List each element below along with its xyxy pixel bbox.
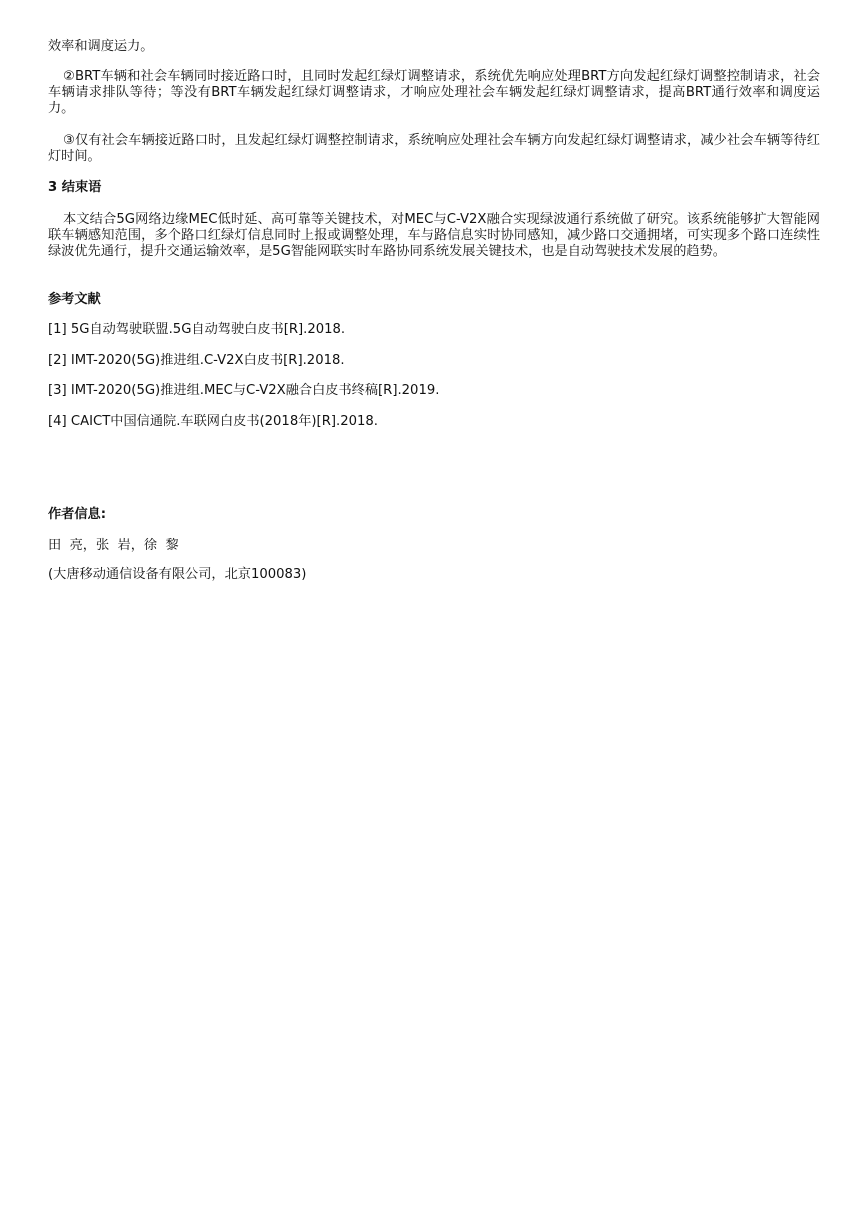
reference-item: [3] IMT-2020(5G)推进组.MEC与C-V2X融合白皮书终稿[R].2019. xyxy=(48,383,440,398)
paragraph-brt-priority: ②BRT车辆和社会车辆同时接近路口时，且同时发起红绿灯调整请求，系统优先响应处理BRT方向发起红绿灯调整控制请求，社会车辆请求排队等待；等没有BRT车辆发起红绿灯调整请求，才响应处理社会车辆发起红绿灯调整请求，提高BRT通行效率和调度运力。 xyxy=(48,69,820,116)
paragraph-social-vehicles: ③仅有社会车辆接近路口时，且发起红绿灯调整控制请求，系统响应处理社会车辆方向发起红绿灯调整请求，减少社会车辆等待红灯时间。 xyxy=(48,133,820,164)
references-heading: 参考文献 xyxy=(48,292,101,307)
conclusion-body: 本文结合5G网络边缘MEC低时延、高可靠等关键技术，对MEC与C-V2X融合实现绿波通行系统做了研究。该系统能够扩大智能网联车辆感知范围，多个路口红绿灯信息同时上报或调整处理，车与路信息实时协同感知，减少路口交通拥堵，可实现多个路口连续性绿波优先通行，提升交通运输效率，是5G智能网联实时车路协同系统发展关键技术，也是自动驾驶技术发展的趋势。 xyxy=(48,212,820,259)
paragraph-continuation: 效率和调度运力。 xyxy=(48,39,154,54)
reference-item: [2] IMT-2020(5G)推进组.C-V2X白皮书[R].2018. xyxy=(48,353,345,368)
author-heading: 作者信息: xyxy=(48,507,107,522)
author-names: 田 亮，张 岩，徐 黎 xyxy=(48,538,179,553)
reference-item: [1] 5G自动驾驶联盟.5G自动驾驶白皮书[R].2018. xyxy=(48,322,346,337)
author-affiliation: (大唐移动通信设备有限公司，北京100083) xyxy=(48,567,307,582)
conclusion-heading: 3 结束语 xyxy=(48,180,102,195)
reference-item: [4] CAICT中国信通院.车联网白皮书(2018年)[R].2018. xyxy=(48,414,378,429)
